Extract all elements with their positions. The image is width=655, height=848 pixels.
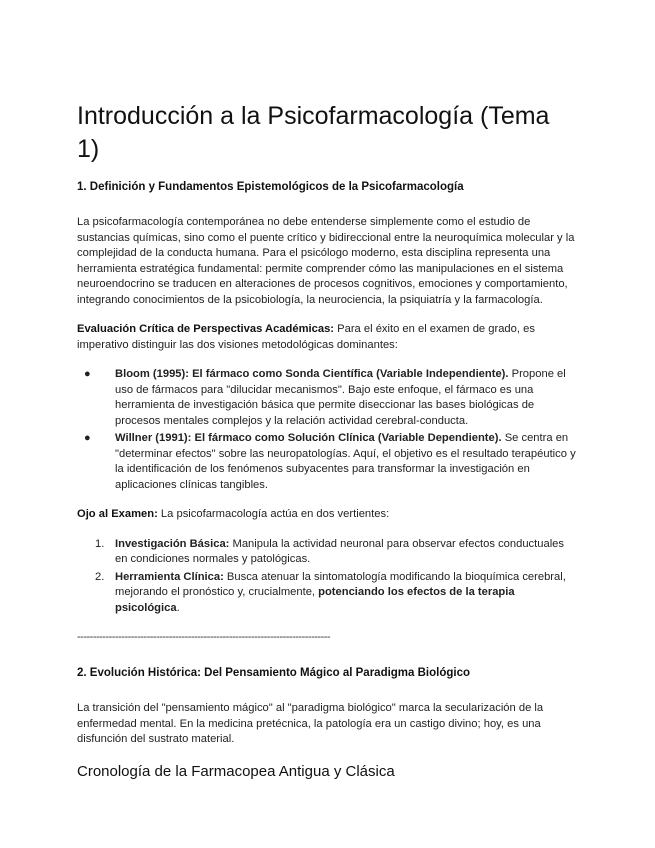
bullet-icon: ●: [84, 368, 91, 380]
list-number: 1.: [95, 537, 105, 550]
list-item: [84, 367, 577, 429]
item-text: Manipula la actividad neuronal para observar efectos conductuales en condiciones normales y patológicas.: [115, 537, 564, 565]
document-page: [77, 100, 577, 782]
bullet-bold: Bloom (1995): El fármaco como Sonda Científica (Variable Independiente).: [115, 368, 509, 380]
section-divider: --------------------------------------------------------------------------------: [77, 631, 331, 643]
section-2-intro: La transición del "pensamiento mágico" al "paradigma biológico" marca la secularización de la enfermedad mental. En la medicina pretécnica, la patología era un castigo divino; hoy, es una disfunción del sustrato material.: [77, 702, 544, 745]
aspects-list: [77, 537, 577, 617]
list-number: 2.: [95, 570, 105, 583]
item-tail: .: [176, 601, 180, 614]
bullet-icon: ●: [84, 432, 91, 444]
perspectives-list: [77, 367, 577, 493]
evaluation-label: Evaluación Crítica de Perspectivas Académicas:: [77, 323, 335, 335]
evaluation-text: Para el éxito en el examen de grado, es imperativo distinguir las dos visiones metodológicas dominantes:: [77, 323, 535, 351]
section-2-heading: 2. Evolución Histórica: Del Pensamiento Mágico al Paradigma Biológico: [77, 667, 471, 679]
list-item: [84, 431, 577, 493]
bullet-bold: Willner (1991): El fármaco como Solución Clínica (Variable Dependiente).: [115, 432, 502, 444]
list-item: [95, 570, 577, 617]
bullet-text: Se centra en "determinar efectos" sobre las neuropatologías. Aquí, el objetivo es el resultado terapéutico y la identificación de los fenómenos subyacentes para transformar la investigación en aplicaciones clínicas tangibles.: [115, 432, 576, 491]
section-1-heading: 1. Definición y Fundamentos Epistemológicos de la Psicofarmacología: [77, 181, 464, 193]
item-bold: Investigación Básica:: [115, 537, 230, 550]
exam-note-label: Ojo al Examen:: [77, 508, 158, 520]
document-title: Introducción a la Psicofarmacología (Tema 1): [77, 102, 550, 163]
exam-note-paragraph: [77, 507, 577, 523]
list-item: [95, 537, 577, 568]
item-text: Busca atenuar la sintomatología modificando la bioquímica cerebral, mejorando el pronóstico y, crucialmente,: [115, 570, 566, 598]
bullet-text: Propone el uso de fármacos para "dilucidar mecanismos". Bajo este enfoque, el fármaco es una herramienta de investigación básica que permite diseccionar las bases biológicas de procesos mentales complejos y la relación actividad cerebral-conducta.: [115, 368, 566, 427]
section-1-intro: La psicofarmacología contemporánea no debe entenderse simplemente como el estudio de sustancias químicas, sino como el puente crítico y bidireccional entre la neuroquímica molecular y la complejidad de la conducta humana. Para el psicólogo moderno, esta disciplina representa una herramienta estratégica fundamental: permite comprender cómo las manipulaciones en el sistema neuroendocrino se traducen en alteraciones de procesos cognitivos, emociones y comportamiento, integrando conocimientos de la psicobiología, la neurociencia, la psiquiatría y la farmacología.: [77, 216, 575, 306]
item-bold: Herramienta Clínica:: [115, 570, 224, 583]
exam-note-text: La psicofarmacología actúa en dos vertientes:: [157, 508, 390, 520]
evaluation-paragraph: [77, 322, 577, 353]
item-bold-end: potenciando los efectos de la terapia psicológica: [115, 586, 515, 614]
chronology-subheading: Cronología de la Farmacopea Antigua y Clásica: [77, 762, 395, 780]
